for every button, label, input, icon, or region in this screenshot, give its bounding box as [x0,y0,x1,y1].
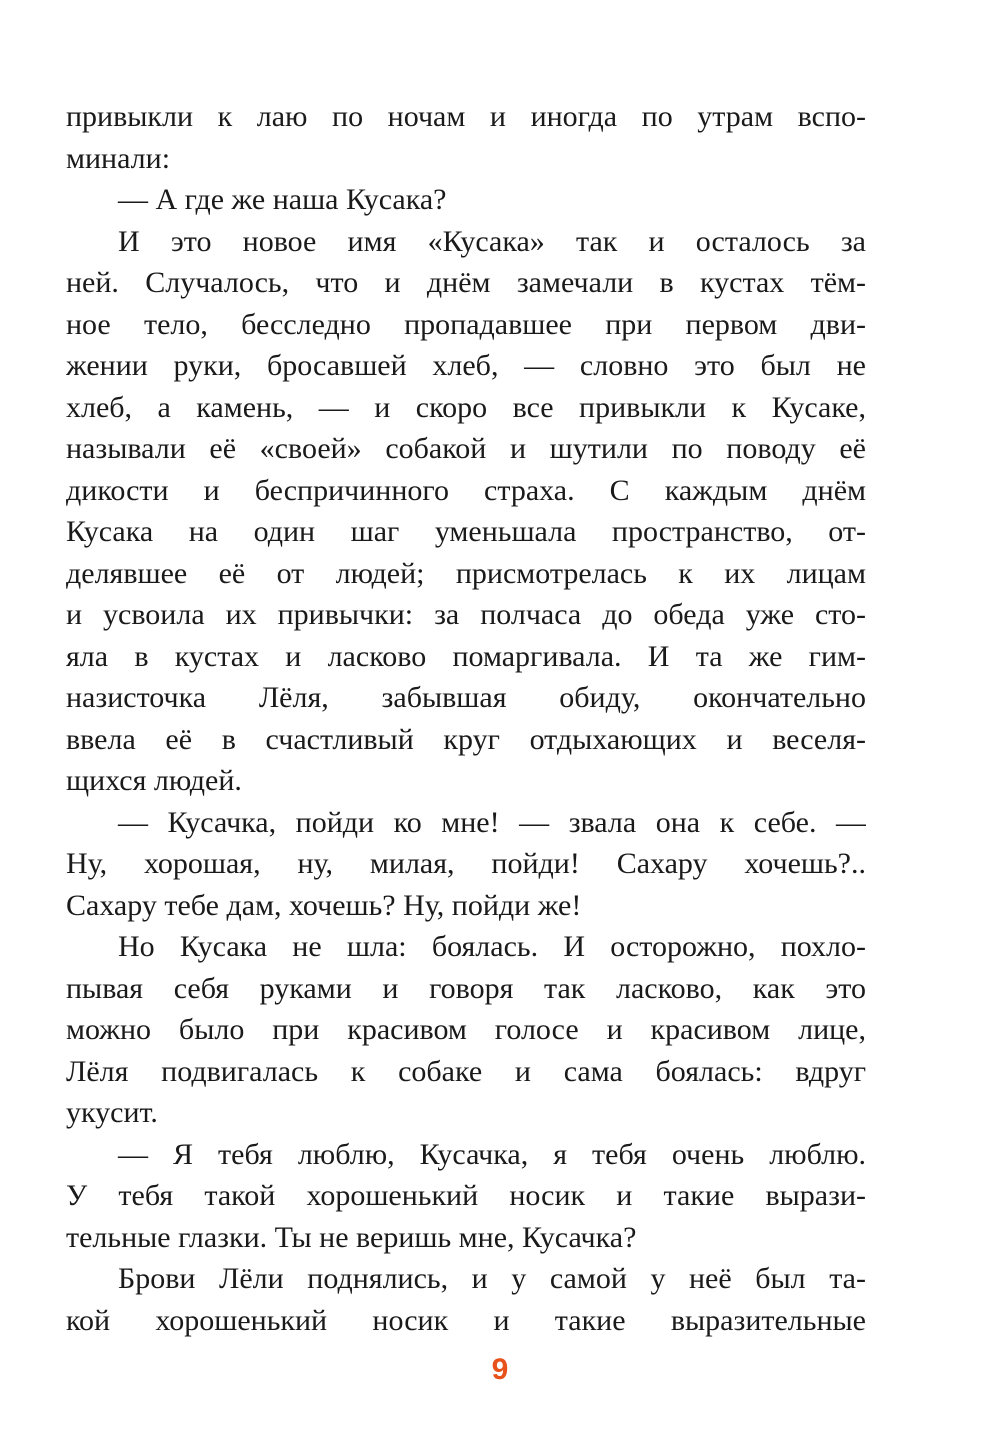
text-line: — Я тебя люблю, Кусачка, я тебя очень люблю. [118,1137,866,1171]
text-line: Но Кусака не шла: боялась. И осторожно, похло- [118,930,866,963]
text-line: жении руки, бросавшей хлеб, — словно это был не [66,349,866,382]
text-line: кой хорошенький носик и такие выразительные [66,1303,866,1337]
text-line: Ну, хорошая, ну, милая, пойди! Сахару хочешь?.. [66,847,866,880]
text-line: щихся людей. [66,764,242,797]
text-line: привыкли к лаю по ночам и иногда по утрам вспо- [66,100,866,133]
text-line: назисточка Лёля, забывшая обиду, окончательно [66,681,866,714]
text-line: укусит. [66,1096,158,1129]
text-line: Кусака на один шаг уменьшала пространство, от- [66,515,866,548]
text-line: можно было при красивом голосе и красивом лице, [66,1013,866,1046]
text-line: тельные глазки. Ты не веришь мне, Кусачка? [66,1220,637,1254]
text-line: У тебя такой хорошенький носик и такие вырази- [66,1179,866,1212]
text-line: хлеб, а камень, — и скоро все привыкли к Кусаке, [66,390,866,424]
text-line: — Кусачка, пойди ко мне! — звала она к себе. — [118,805,866,839]
text-line: ное тело, бесследно пропадавшее при первом дви- [66,307,866,341]
text-line: минали: [66,141,171,175]
body-text [66,96,866,1341]
text-line: называли её «своей» собакой и шутили по поводу её [66,432,866,465]
text-line: делявшее её от людей; присмотрелась к их лицам [66,556,866,590]
page-number: 9 [491,1353,509,1386]
text-line: и усвоила их привычки: за полчаса до обеда уже сто- [66,598,866,631]
text-line: — А где же наша Кусака? [118,183,447,216]
text-line: Брови Лёли поднялись, и у самой у неё был та- [118,1262,866,1295]
text-line: Сахару тебе дам, хочешь? Ну, пойди же! [66,888,582,922]
text-line: пывая себя руками и говоря так ласково, как это [66,971,866,1005]
text-line: яла в кустах и ласково помаргивала. И та же гим- [66,639,866,673]
text-line: Лёля подвигалась к собаке и сама боялась: вдруг [66,1054,866,1088]
text-line: дикости и беспричинного страха. С каждым днём [66,473,866,507]
text-line: ввела её в счастливый круг отдыхающих и веселя- [66,722,866,756]
text-line: ней. Случалось, что и днём замечали в кустах тём- [66,266,866,299]
text-line: И это новое имя «Кусака» так и осталось за [118,224,866,258]
